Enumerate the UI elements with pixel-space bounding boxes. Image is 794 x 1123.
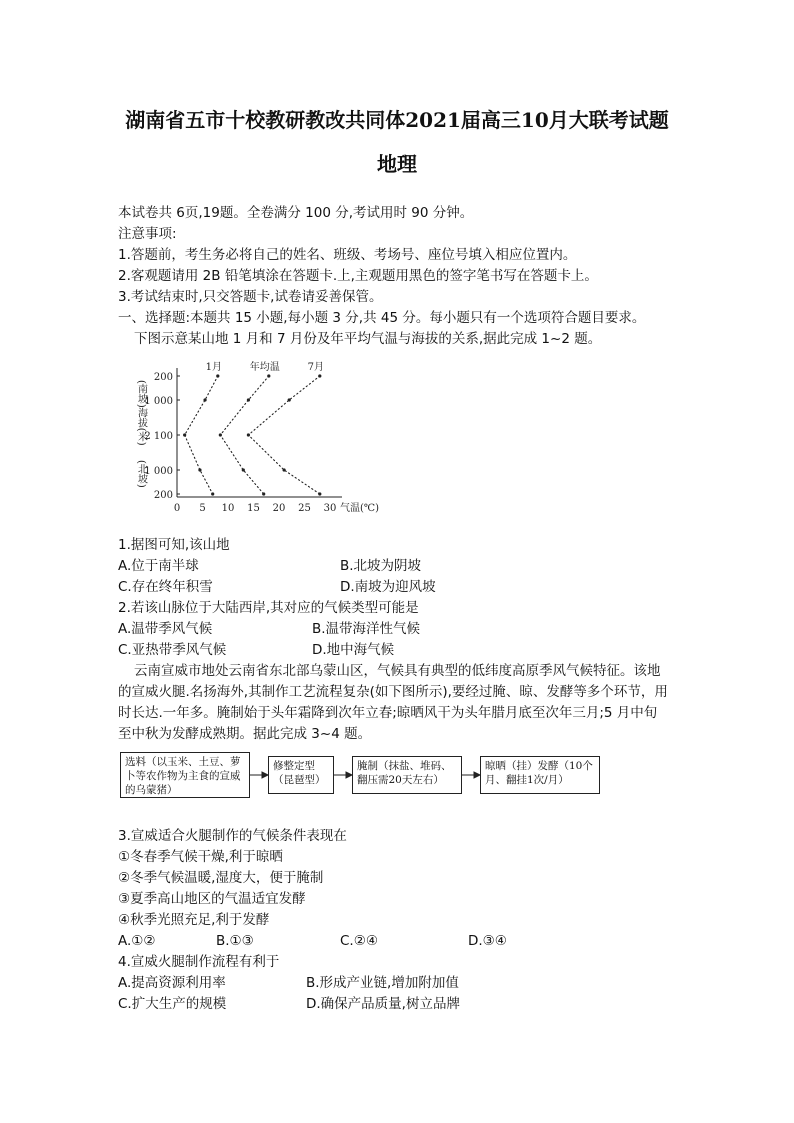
x-tick-label: 25 (298, 503, 311, 514)
q1-option-b[interactable]: B.北坡为阴坡 (340, 558, 422, 574)
section-heading: 一、选择题:本题共 15 小题,每小题 3 分,共 45 分。每小题只有一个选项符合题目要求。 (118, 310, 646, 326)
x-tick-label: 20 (272, 503, 286, 514)
y-tick-label: 1 000 (144, 466, 173, 477)
q3-option-b[interactable]: B.①③ (216, 933, 254, 949)
q3-item-1: ①冬春季气候干燥,利于晾晒 (118, 849, 283, 865)
q3-stem: 3.宣威适合火腿制作的气候条件表现在 (118, 828, 347, 844)
q4-option-c[interactable]: C.扩大生产的规模 (118, 996, 227, 1012)
x-tick-label: 15 (247, 503, 260, 514)
q2-stem: 2.若该山脉位于大陆西岸,其对应的气候类型可能是 (118, 600, 419, 616)
flow-step-select: 选料（以玉米、土豆、萝卜等农作物为主食的宣威的乌蒙猪） (120, 752, 250, 798)
arrow-icon (262, 772, 268, 778)
q2-option-d[interactable]: D.地中海气候 (312, 642, 395, 658)
subject-title: 地理 (377, 152, 417, 176)
y-tick-label: 2 100 (144, 431, 173, 442)
notice-title: 注意事项: (118, 226, 177, 242)
q3-item-3: ③夏季高山地区的气温适宜发酵 (118, 891, 306, 907)
q3-item-4: ④秋季光照充足,利于发酵 (118, 912, 270, 928)
q3-option-a[interactable]: A.①② (118, 933, 156, 949)
y-axis-label-north: (北坡) (135, 460, 147, 488)
flow-step-salt: 腌制（抹盐、堆码、翻压需20天左右） (352, 756, 462, 794)
notice-2: 2.客观题请用 2B 铅笔填涂在答题卡.上,主观题用黑色的签字笔书写在答题卡上。 (118, 268, 598, 284)
q1-option-a[interactable]: A.位于南半球 (118, 558, 199, 574)
flow-step-dry: 晾晒（挂）发酵（10个月、翻挂1次/月） (480, 756, 600, 794)
q1-option-c[interactable]: C.存在终年积雪 (118, 579, 213, 595)
q1-stem: 1.据图可知,该山地 (118, 537, 230, 553)
q1-option-d[interactable]: D.南坡为迎风坡 (340, 579, 436, 595)
q2-option-c[interactable]: C.亚热带季风气候 (118, 642, 227, 658)
y-axis-label: (南坡)海拔(米) (135, 380, 147, 446)
q4-option-d[interactable]: D.确保产品质量,树立品牌 (306, 996, 460, 1012)
q3-option-d[interactable]: D.③④ (468, 933, 507, 949)
y-tick-label: 200 (153, 372, 173, 383)
series-label: 年均温 (249, 362, 280, 373)
x-tick-label: 5 (199, 503, 206, 514)
passage-yunnan-ham: 云南宣威市地处云南省东北部乌蒙山区，气候具有典型的低纬度高原季风气候特征。该地的宣威火腿.名扬海外,其制作工艺流程复杂(如下图所示),要经过腌、晾、发酵等多个环节，用时长达.一年多。腌制始于头年霜降到次年立春;晾晒风干为头年腊月底至次年三月;5 月中旬至中秋为发酵成熟期。据此完成 3~4 题。 (118, 663, 668, 742)
notice-1: 1.答题前，考生务必将自己的姓名、班级、考场号、座位号填入相应位置内。 (118, 247, 577, 263)
exam-info: 本试卷共 6页,19题。全卷满分 100 分,考试用时 90 分钟。 (118, 205, 474, 221)
q4-option-a[interactable]: A.提高资源利用率 (118, 975, 226, 991)
q4-stem: 4.宣威火腿制作流程有利于 (118, 954, 280, 970)
x-tick-label: 10 (221, 503, 235, 514)
figure-intro: 下图示意某山地 1 月和 7 月份及年平均气温与海拔的关系,据此完成 1~2 题。 (134, 331, 602, 347)
q2-option-b[interactable]: B.温带海洋性气候 (312, 621, 421, 637)
series-label: 7月 (307, 362, 324, 373)
q2-option-a[interactable]: A.温带季风气候 (118, 621, 213, 637)
q3-item-2: ②冬季气候温暖,湿度大，便于腌制 (118, 870, 324, 886)
notice-3: 3.考试结束时,只交答题卡,试卷请妥善保管。 (118, 289, 383, 305)
q3-option-c[interactable]: C.②④ (340, 933, 378, 949)
arrow-icon (346, 772, 352, 778)
x-tick-label: 30 (323, 503, 337, 514)
x-tick-label: 0 (173, 503, 181, 514)
y-tick-label: 1 000 (144, 396, 173, 407)
q4-option-b[interactable]: B.形成产业链,增加附加值 (306, 975, 459, 991)
series-label: 1月 (205, 362, 222, 373)
exam-title: 湖南省五市十校教研教改共同体2021届高三10月大联考试题 (125, 108, 669, 132)
flow-step-trim: 修整定型（昆琶型） (268, 756, 334, 794)
arrow-icon (474, 772, 480, 778)
y-tick-label: 200 (153, 490, 173, 501)
x-axis-label: 气温(℃) (340, 503, 379, 514)
